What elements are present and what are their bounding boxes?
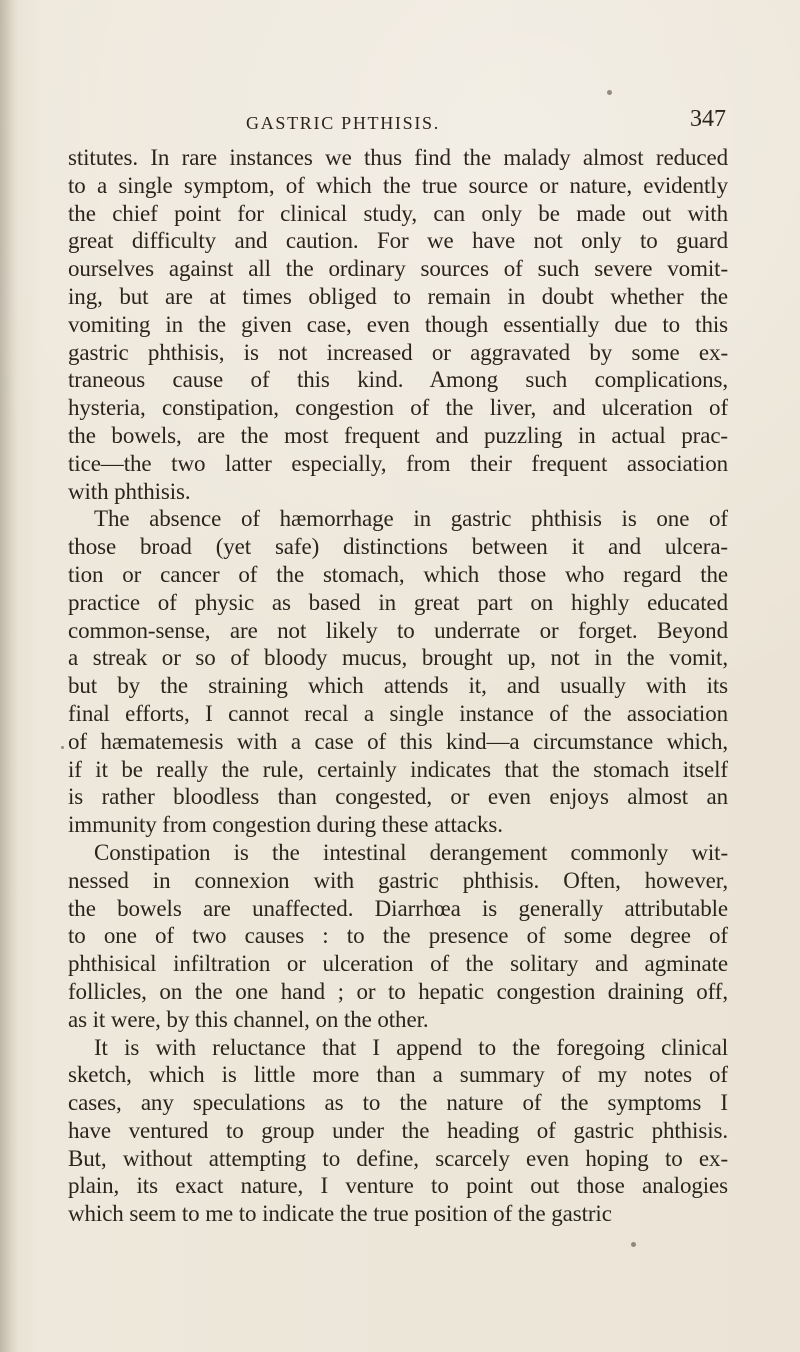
text-line: which seem to me to indicate the true position of the gastric — [68, 1201, 612, 1227]
text-line: stitutes. In rare instances we thus find the malady almost reduced — [68, 145, 728, 170]
text-line: But, without attempting to define, scarcely even hoping to ex- — [68, 1145, 728, 1171]
text-line: the bowels are unaffected. Diarrhœa is generally attributable — [68, 895, 728, 921]
text-line: but by the straining which attends it, and usually with its — [68, 673, 728, 699]
text-line: phthisical infiltration or ulceration of the solitary and agminate — [68, 951, 728, 977]
text-line: hysteria, constipation, congestion of the liver, and ulceration of — [68, 395, 728, 421]
text-line: cases, any speculations as to the nature of the symptoms I — [68, 1090, 728, 1116]
text-line: if it be really the rule, certainly indicates that the stomach itself — [68, 756, 728, 782]
text-line: common-sense, are not likely to underrate or forget. Beyond — [68, 617, 728, 643]
text-line: follicles, on the one hand ; or to hepatic congestion draining off, — [68, 978, 728, 1004]
body-text — [68, 144, 728, 1228]
text-line: vomiting in the given case, even though essentially due to this — [68, 311, 728, 337]
text-line: plain, its exact nature, I venture to point out those analogies — [68, 1173, 728, 1199]
text-line: nessed in connexion with gastric phthisis. Often, however, — [68, 867, 728, 893]
running-head: GASTRIC PHTHISIS. — [246, 113, 440, 133]
page-header — [246, 82, 726, 133]
text-line: the bowels, are the most frequent and puzzling in actual prac- — [68, 422, 728, 448]
text-line: ourselves against all the ordinary sources of such severe vomit- — [68, 256, 728, 282]
ink-speck-icon — [607, 90, 612, 95]
text-line: those broad (yet safe) distinctions between it and ulcera- — [68, 534, 728, 560]
text-line: sketch, which is little more than a summary of my notes of — [68, 1062, 728, 1088]
text-line: practice of physic as based in great part on highly educated — [68, 589, 728, 615]
text-line: as it were, by this channel, on the other. — [68, 1006, 429, 1032]
text-line: have ventured to group under the heading of gastric phthisis. — [68, 1117, 728, 1143]
ink-speck-icon — [631, 1242, 636, 1247]
text-line: It is with reluctance that I append to the foregoing clinical — [94, 1034, 728, 1060]
text-line: ing, but are at times obliged to remain in doubt whether the — [68, 283, 728, 309]
text-line: final efforts, I cannot recal a single instance of the association — [68, 700, 728, 726]
text-line: is rather bloodless than congested, or even enjoys almost an — [68, 784, 728, 810]
text-line: great difficulty and caution. For we have not only to guard — [68, 228, 728, 254]
text-line: the chief point for clinical study, can only be made out with — [68, 200, 728, 226]
text-line: a streak or so of bloody mucus, brought up, not in the vomit, — [68, 645, 728, 671]
text-line: of hæmatemesis with a case of this kind—a circumstance which, — [68, 728, 728, 754]
page-number: 347 — [690, 106, 726, 132]
text-line: traneous cause of this kind. Among such complications, — [68, 367, 728, 393]
text-line: to one of two causes : to the presence of some degree of — [68, 923, 728, 949]
text-line: tice—the two latter especially, from their frequent association — [68, 450, 728, 476]
text-line: The absence of hæmorrhage in gastric phthisis is one of — [94, 506, 728, 532]
text-line: tion or cancer of the stomach, which those who regard the — [68, 561, 728, 587]
text-line: to a single symptom, of which the true source or nature, evidently — [68, 172, 728, 198]
text-line: immunity from congestion during these attacks. — [68, 812, 503, 838]
ink-speck-icon — [61, 746, 64, 749]
text-line: with phthisis. — [68, 478, 191, 504]
text-line: gastric phthisis, is not increased or aggravated by some ex- — [68, 339, 728, 365]
page-gutter-shadow — [0, 0, 18, 1352]
text-line: Constipation is the intestinal derangement commonly wit- — [94, 839, 728, 865]
